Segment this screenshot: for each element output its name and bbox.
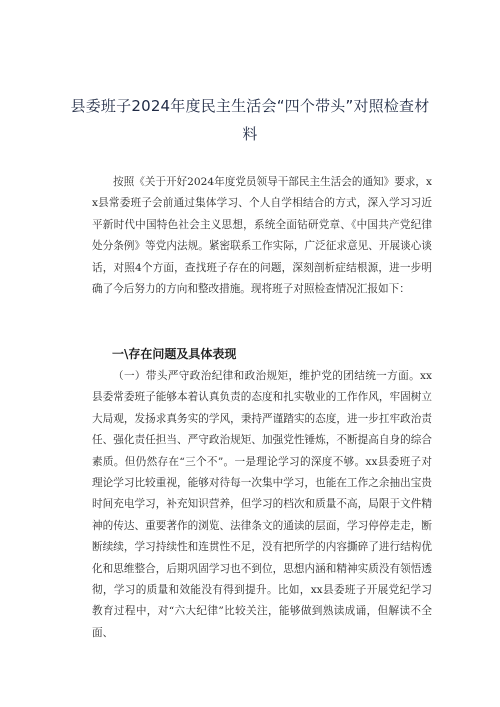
subsection-paragraph: （一）带头严守政治纪律和政治规矩，维护党的团结统一方面。xx县委常委班子能够本着认真负责的态度和扎实敬业的工作作风，牢固树立大局观，发扬求真务实的学风，秉持严谨踏实的态度，进一步扛牢政治责任、强化责任担当、严守政治规矩、加强党性锤炼，不断提高自身的综合素质。但仍然存在“三个不”。一是理论学习的深度不够。xx县委班子对理论学习比较重视，能够对待每一次集中学习，也能在工作之余抽出宝贵时间充电学习，补充知识营养，但学习的档次和质量不高，局限于文件精神的传达、重要著作的浏览、法律条文的通读的层面，学习停停走走，断断续续，学习持续性和连贯性不足，没有把所学的内容撕碎了进行结构优化和思维整合，后期巩固学习也不到位，思想内涵和精神实质没有领悟透彻，学习的质量和效能没有得到提升。比如，xx县委班子开展党纪学习教育过程中，对“六大纪律”比较关注，能够做到熟读成诵，但解读不全面、: [92, 370, 432, 639]
intro-paragraph: 按照《关于开好2024年度党员领导干部民主生活会的通知》要求，xx县常委班子会前通过集体学习、个人自学相结合的方式，深入学习习近平新时代中国特色社会主义思想，系统全面钻研党章、《中国共产党纪律处分条例》等党内法规。紧密联系工作实际，广泛征求意见、开展谈心谈话，对照4个方面，查找班子存在的问题，深刻剖析症结根源，进一步明确了今后努力的方向和整改措施。现将班子对照检查情况汇报如下：: [92, 176, 432, 296]
document-title: 县委班子2024年度民主生活会“四个带头”对照检查材料: [70, 97, 430, 143]
section-heading: 一\存在问题及具体表现: [112, 347, 237, 361]
